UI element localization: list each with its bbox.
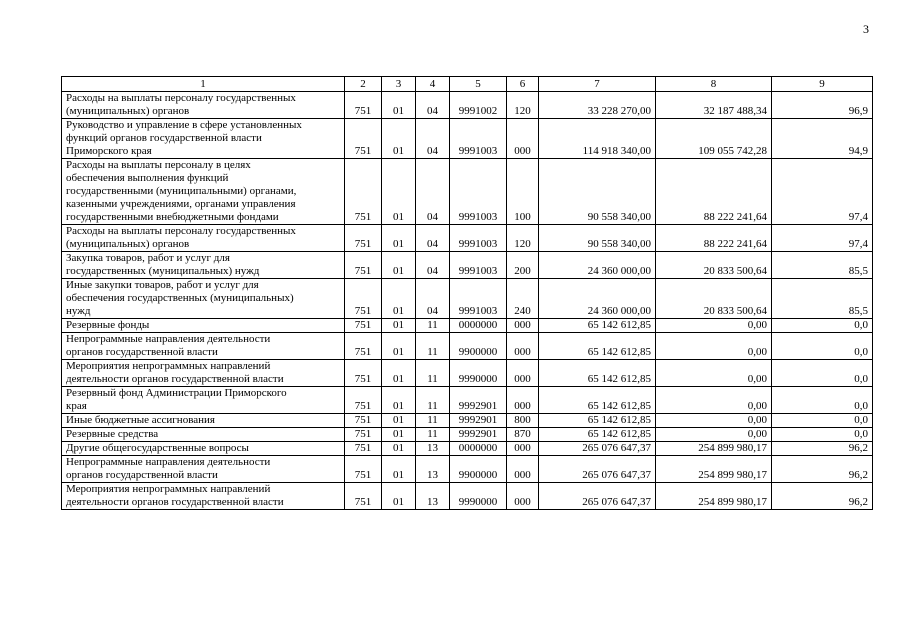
subsection-code-cell: 04	[416, 119, 450, 159]
planned-amount-cell: 24 360 000,00	[539, 279, 656, 319]
actual-amount-cell: 0,00	[656, 360, 772, 387]
actual-amount-cell: 109 055 742,28	[656, 119, 772, 159]
table-row	[62, 252, 873, 279]
expense-name-cell: Иные бюджетные ассигнования	[62, 414, 345, 428]
expense-type-code-cell: 870	[507, 428, 539, 442]
target-item-code-cell: 9991003	[450, 159, 507, 225]
actual-amount-cell: 20 833 500,64	[656, 252, 772, 279]
expense-name-cell: Мероприятия непрограммных направлений деятельности органов государственной власти	[62, 483, 345, 510]
department-code-cell: 751	[345, 333, 382, 360]
actual-amount-cell: 88 222 241,64	[656, 159, 772, 225]
table-row	[62, 92, 873, 119]
header-cell: 8	[656, 77, 772, 92]
budget-table	[61, 76, 873, 510]
department-code-cell: 751	[345, 159, 382, 225]
department-code-cell: 751	[345, 428, 382, 442]
department-code-cell: 751	[345, 483, 382, 510]
section-code-cell: 01	[382, 319, 416, 333]
target-item-code-cell: 9992901	[450, 414, 507, 428]
planned-amount-cell: 65 142 612,85	[539, 414, 656, 428]
subsection-code-cell: 04	[416, 279, 450, 319]
section-code-cell: 01	[382, 483, 416, 510]
execution-percent-cell: 96,2	[772, 483, 873, 510]
execution-percent-cell: 0,0	[772, 414, 873, 428]
header-cell: 6	[507, 77, 539, 92]
section-code-cell: 01	[382, 279, 416, 319]
actual-amount-cell: 254 899 980,17	[656, 442, 772, 456]
execution-percent-cell: 0,0	[772, 428, 873, 442]
execution-percent-cell: 0,0	[772, 387, 873, 414]
expense-name-cell: Непрограммные направления деятельности органов государственной власти	[62, 333, 345, 360]
subsection-code-cell: 13	[416, 456, 450, 483]
execution-percent-cell: 0,0	[772, 360, 873, 387]
department-code-cell: 751	[345, 119, 382, 159]
planned-amount-cell: 114 918 340,00	[539, 119, 656, 159]
section-code-cell: 01	[382, 252, 416, 279]
target-item-code-cell: 9990000	[450, 360, 507, 387]
planned-amount-cell: 265 076 647,37	[539, 442, 656, 456]
section-code-cell: 01	[382, 456, 416, 483]
actual-amount-cell: 254 899 980,17	[656, 456, 772, 483]
expense-type-code-cell: 000	[507, 119, 539, 159]
expense-name-cell: Руководство и управление в сфере установленных функций органов государственной власти Приморского края	[62, 119, 345, 159]
expense-type-code-cell: 120	[507, 92, 539, 119]
department-code-cell: 751	[345, 387, 382, 414]
planned-amount-cell: 33 228 270,00	[539, 92, 656, 119]
section-code-cell: 01	[382, 414, 416, 428]
header-cell: 4	[416, 77, 450, 92]
target-item-code-cell: 9991003	[450, 119, 507, 159]
planned-amount-cell: 265 076 647,37	[539, 483, 656, 510]
table-body	[62, 92, 873, 510]
execution-percent-cell: 94,9	[772, 119, 873, 159]
section-code-cell: 01	[382, 442, 416, 456]
section-code-cell: 01	[382, 225, 416, 252]
section-code-cell: 01	[382, 428, 416, 442]
expense-type-code-cell: 800	[507, 414, 539, 428]
planned-amount-cell: 90 558 340,00	[539, 159, 656, 225]
expense-type-code-cell: 120	[507, 225, 539, 252]
subsection-code-cell: 04	[416, 225, 450, 252]
subsection-code-cell: 04	[416, 92, 450, 119]
expense-type-code-cell: 000	[507, 442, 539, 456]
department-code-cell: 751	[345, 442, 382, 456]
expense-type-code-cell: 240	[507, 279, 539, 319]
target-item-code-cell: 9992901	[450, 387, 507, 414]
subsection-code-cell: 11	[416, 319, 450, 333]
department-code-cell: 751	[345, 225, 382, 252]
planned-amount-cell: 65 142 612,85	[539, 428, 656, 442]
execution-percent-cell: 85,5	[772, 252, 873, 279]
header-cell: 7	[539, 77, 656, 92]
table-row	[62, 360, 873, 387]
planned-amount-cell: 65 142 612,85	[539, 360, 656, 387]
expense-type-code-cell: 000	[507, 456, 539, 483]
table-row	[62, 225, 873, 252]
subsection-code-cell: 11	[416, 414, 450, 428]
actual-amount-cell: 0,00	[656, 319, 772, 333]
expense-name-cell: Мероприятия непрограммных направлений деятельности органов государственной власти	[62, 360, 345, 387]
target-item-code-cell: 9900000	[450, 456, 507, 483]
subsection-code-cell: 04	[416, 252, 450, 279]
expense-type-code-cell: 000	[507, 387, 539, 414]
department-code-cell: 751	[345, 456, 382, 483]
expense-name-cell: Резервные фонды	[62, 319, 345, 333]
expense-name-cell: Непрограммные направления деятельности органов государственной власти	[62, 456, 345, 483]
actual-amount-cell: 88 222 241,64	[656, 225, 772, 252]
execution-percent-cell: 85,5	[772, 279, 873, 319]
actual-amount-cell: 254 899 980,17	[656, 483, 772, 510]
table-row	[62, 279, 873, 319]
target-item-code-cell: 0000000	[450, 442, 507, 456]
header-row	[62, 77, 873, 92]
department-code-cell: 751	[345, 319, 382, 333]
subsection-code-cell: 11	[416, 428, 450, 442]
subsection-code-cell: 13	[416, 483, 450, 510]
expense-name-cell: Расходы на выплаты персоналу в целях обеспечения выполнения функций государственными (муниципальными) органами, казенными учреждениями, органами управления государственными внебюджетными фондами	[62, 159, 345, 225]
expense-type-code-cell: 200	[507, 252, 539, 279]
expense-type-code-cell: 000	[507, 319, 539, 333]
target-item-code-cell: 9900000	[450, 333, 507, 360]
execution-percent-cell: 96,2	[772, 456, 873, 483]
table-row	[62, 387, 873, 414]
section-code-cell: 01	[382, 119, 416, 159]
planned-amount-cell: 24 360 000,00	[539, 252, 656, 279]
table-row	[62, 319, 873, 333]
expense-name-cell: Расходы на выплаты персоналу государственных (муниципальных) органов	[62, 225, 345, 252]
target-item-code-cell: 0000000	[450, 319, 507, 333]
table-row	[62, 119, 873, 159]
department-code-cell: 751	[345, 92, 382, 119]
section-code-cell: 01	[382, 360, 416, 387]
target-item-code-cell: 9991003	[450, 225, 507, 252]
header-cell: 9	[772, 77, 873, 92]
subsection-code-cell: 13	[416, 442, 450, 456]
target-item-code-cell: 9991002	[450, 92, 507, 119]
expense-type-code-cell: 000	[507, 483, 539, 510]
actual-amount-cell: 0,00	[656, 387, 772, 414]
planned-amount-cell: 65 142 612,85	[539, 333, 656, 360]
actual-amount-cell: 20 833 500,64	[656, 279, 772, 319]
planned-amount-cell: 65 142 612,85	[539, 319, 656, 333]
actual-amount-cell: 0,00	[656, 333, 772, 360]
expense-name-cell: Закупка товаров, работ и услуг для государственных (муниципальных) нужд	[62, 252, 345, 279]
table-row	[62, 442, 873, 456]
section-code-cell: 01	[382, 159, 416, 225]
execution-percent-cell: 96,9	[772, 92, 873, 119]
planned-amount-cell: 90 558 340,00	[539, 225, 656, 252]
table-row	[62, 428, 873, 442]
header-cell: 2	[345, 77, 382, 92]
actual-amount-cell: 0,00	[656, 414, 772, 428]
subsection-code-cell: 11	[416, 387, 450, 414]
department-code-cell: 751	[345, 360, 382, 387]
section-code-cell: 01	[382, 92, 416, 119]
execution-percent-cell: 97,4	[772, 159, 873, 225]
execution-percent-cell: 0,0	[772, 319, 873, 333]
expense-type-code-cell: 000	[507, 333, 539, 360]
expense-type-code-cell: 000	[507, 360, 539, 387]
header-cell: 3	[382, 77, 416, 92]
section-code-cell: 01	[382, 333, 416, 360]
target-item-code-cell: 9991003	[450, 252, 507, 279]
header-cell: 1	[62, 77, 345, 92]
expense-name-cell: Расходы на выплаты персоналу государственных (муниципальных) органов	[62, 92, 345, 119]
department-code-cell: 751	[345, 414, 382, 428]
department-code-cell: 751	[345, 252, 382, 279]
subsection-code-cell: 04	[416, 159, 450, 225]
actual-amount-cell: 32 187 488,34	[656, 92, 772, 119]
header-cell: 5	[450, 77, 507, 92]
actual-amount-cell: 0,00	[656, 428, 772, 442]
subsection-code-cell: 11	[416, 333, 450, 360]
page-number: 3	[863, 22, 869, 36]
execution-percent-cell: 96,2	[772, 442, 873, 456]
expense-name-cell: Резервные средства	[62, 428, 345, 442]
table-row	[62, 333, 873, 360]
planned-amount-cell: 65 142 612,85	[539, 387, 656, 414]
execution-percent-cell: 97,4	[772, 225, 873, 252]
table-row	[62, 159, 873, 225]
expense-name-cell: Иные закупки товаров, работ и услуг для обеспечения государственных (муниципальных) нужд	[62, 279, 345, 319]
table-row	[62, 456, 873, 483]
department-code-cell: 751	[345, 279, 382, 319]
target-item-code-cell: 9992901	[450, 428, 507, 442]
section-code-cell: 01	[382, 387, 416, 414]
target-item-code-cell: 9990000	[450, 483, 507, 510]
planned-amount-cell: 265 076 647,37	[539, 456, 656, 483]
expense-name-cell: Резервный фонд Администрации Приморского края	[62, 387, 345, 414]
table-row	[62, 483, 873, 510]
execution-percent-cell: 0,0	[772, 333, 873, 360]
target-item-code-cell: 9991003	[450, 279, 507, 319]
expense-type-code-cell: 100	[507, 159, 539, 225]
expense-name-cell: Другие общегосударственные вопросы	[62, 442, 345, 456]
table-row	[62, 414, 873, 428]
subsection-code-cell: 11	[416, 360, 450, 387]
